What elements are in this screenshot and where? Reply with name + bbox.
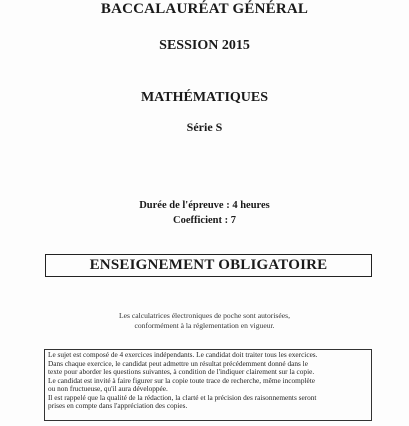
calculator-note-line-2: conformément à la réglementation en vigueur. bbox=[134, 321, 275, 330]
instruction-line: ou non fructueuse, qu'il aura développée. bbox=[48, 385, 168, 393]
exam-coefficient: Coefficient : 7 bbox=[173, 215, 236, 226]
calculator-note bbox=[0, 311, 409, 331]
instruction-line: prises en compte dans l'appréciation des copies. bbox=[48, 402, 188, 410]
track-label: ENSEIGNEMENT OBLIGATOIRE bbox=[89, 257, 328, 273]
track-banner bbox=[45, 254, 372, 277]
exam-title: BACCALAURÉAT GÉNÉRAL bbox=[100, 1, 309, 17]
session-year: SESSION 2015 bbox=[159, 38, 250, 53]
instructions-box bbox=[44, 349, 372, 421]
exam-duration: Durée de l'épreuve : 4 heures bbox=[139, 200, 270, 211]
instruction-line: Le sujet est composé de 4 exercices indépendants. Le candidat doit traiter tous les exercices. bbox=[48, 351, 318, 359]
instruction-line: Il est rappelé que la qualité de la rédaction, la clarté et la précision des raisonnements seront bbox=[48, 393, 317, 402]
series-label: Série S bbox=[186, 120, 223, 134]
subject-title: MATHÉMATIQUES bbox=[140, 90, 269, 105]
instruction-line: texte pour aborder les questions suivantes, à condition de l'indiquer clairement sur la copie. bbox=[48, 368, 315, 376]
instruction-line: Dans chaque exercice, le candidat peut admettre un résultat précédemment donné dans le bbox=[48, 359, 308, 368]
calculator-note-line-1: Les calculatrices électroniques de poche sont autorisées, bbox=[118, 311, 290, 320]
instruction-line: Le candidat est invité à faire figurer sur la copie toute trace de recherche, même incomplète bbox=[48, 376, 316, 385]
